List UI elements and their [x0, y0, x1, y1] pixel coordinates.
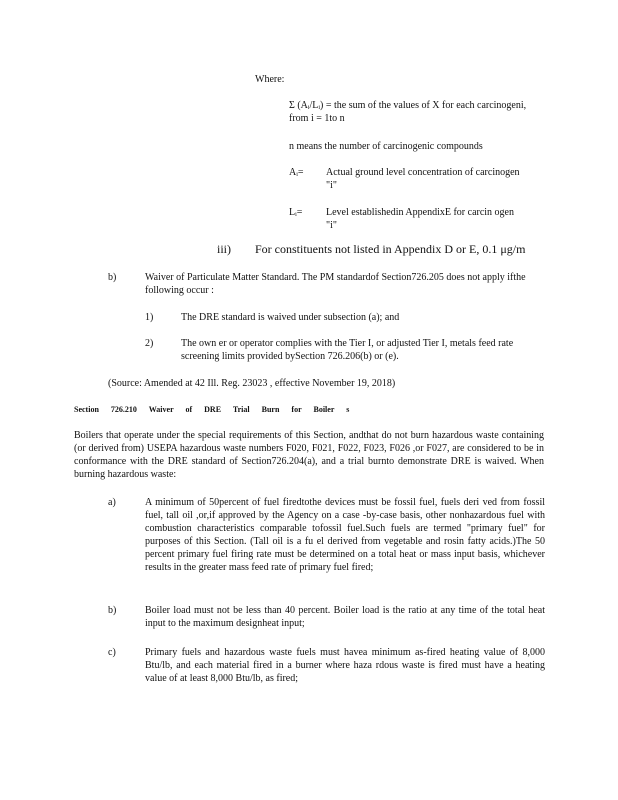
item-a-marker: a)	[108, 497, 116, 508]
source-note: (Source: Amended at 42 Ill. Reg. 23023 , effective November 19, 2018)	[108, 378, 396, 389]
numbered-1-text: The DRE standard is waived under subsection (a); and	[181, 312, 400, 323]
section-heading: Section 726.210 Waiver of DRE Trial Burn for Boiler s	[74, 405, 350, 414]
item-c-text: Primary fuels and hazardous waste fuels must havea minimum as-fired heating value of 8,000 Btu/lb, and each material fired in a burner where haza rdous waste is fired must have a heating value of at least 8,000 Btu/lb, as fired;	[145, 647, 545, 684]
subsection-iii-text: For constituents not listed in Appendix D or E, 0.1 μg/m	[255, 242, 526, 256]
definition-sum: Σ (Aᵢ/Lᵢ) = the sum of the values of X for each carcinogeni, from i = 1to n	[289, 100, 527, 124]
section-body-paragraph: Boilers that operate under the special requirements of this Section, andthat do not burn hazardous waste containing (or derived from) USEPA hazardous waste numbers F020, F021, F022, F023, F026 ,or F027, are considered to be in conformance with the DRE standard of Section726.204(a), and a trial burnto demonstrate DRE is waived. When burning hazardous waste:	[74, 430, 544, 480]
item-a-text: A minimum of 50percent of fuel firedtothe devices must be fossil fuel, fuels deri ved from fossil fuel, tall oil ,or,if approved by the Agency on a case -by-case basis, other nonhazardous fuel with combustion characteristics comparable tofossil fuel.Such fuels are termed "primary fuel" for purposes of this Section. (Tall oil is a fu el derived from vegetable and rosin fatty acids.)The 50 percent primary fuel firing rate must be determined on a total heat or mass input basis, whichever results in the greater mass feed rate of primary fuel fired;	[145, 497, 545, 573]
numbered-2-marker: 2)	[145, 338, 154, 349]
item-c-marker: c)	[108, 647, 116, 658]
definition-l-text: Level establishedin AppendixE for carcin ogen "i"	[326, 207, 514, 231]
numbered-1-marker: 1)	[145, 312, 154, 323]
where-label: Where:	[255, 74, 285, 85]
subsection-iii-marker: iii)	[217, 242, 231, 256]
item-b-waiver-text: Waiver of Particulate Matter Standard. The PM standardof Section726.205 does not apply ifthe following occur :	[145, 272, 526, 296]
definition-l-term: Lᵢ=	[289, 207, 303, 218]
numbered-2-text: The own er or operator complies with the Tier I, or adjusted Tier I, metals feed rate screening limits provided bySection 726.206(b) or (e).	[181, 338, 514, 362]
item-b-waiver-marker: b)	[108, 272, 117, 283]
definition-a-term: Aᵢ=	[289, 167, 304, 178]
item-b-marker: b)	[108, 605, 117, 616]
definition-n: n means the number of carcinogenic compounds	[289, 141, 483, 152]
item-b-text: Boiler load must not be less than 40 percent. Boiler load is the ratio at any time of the total heat input to the maximum designheat input;	[145, 605, 545, 629]
definition-a-text: Actual ground level concentration of carcinogen "i"	[326, 167, 520, 191]
